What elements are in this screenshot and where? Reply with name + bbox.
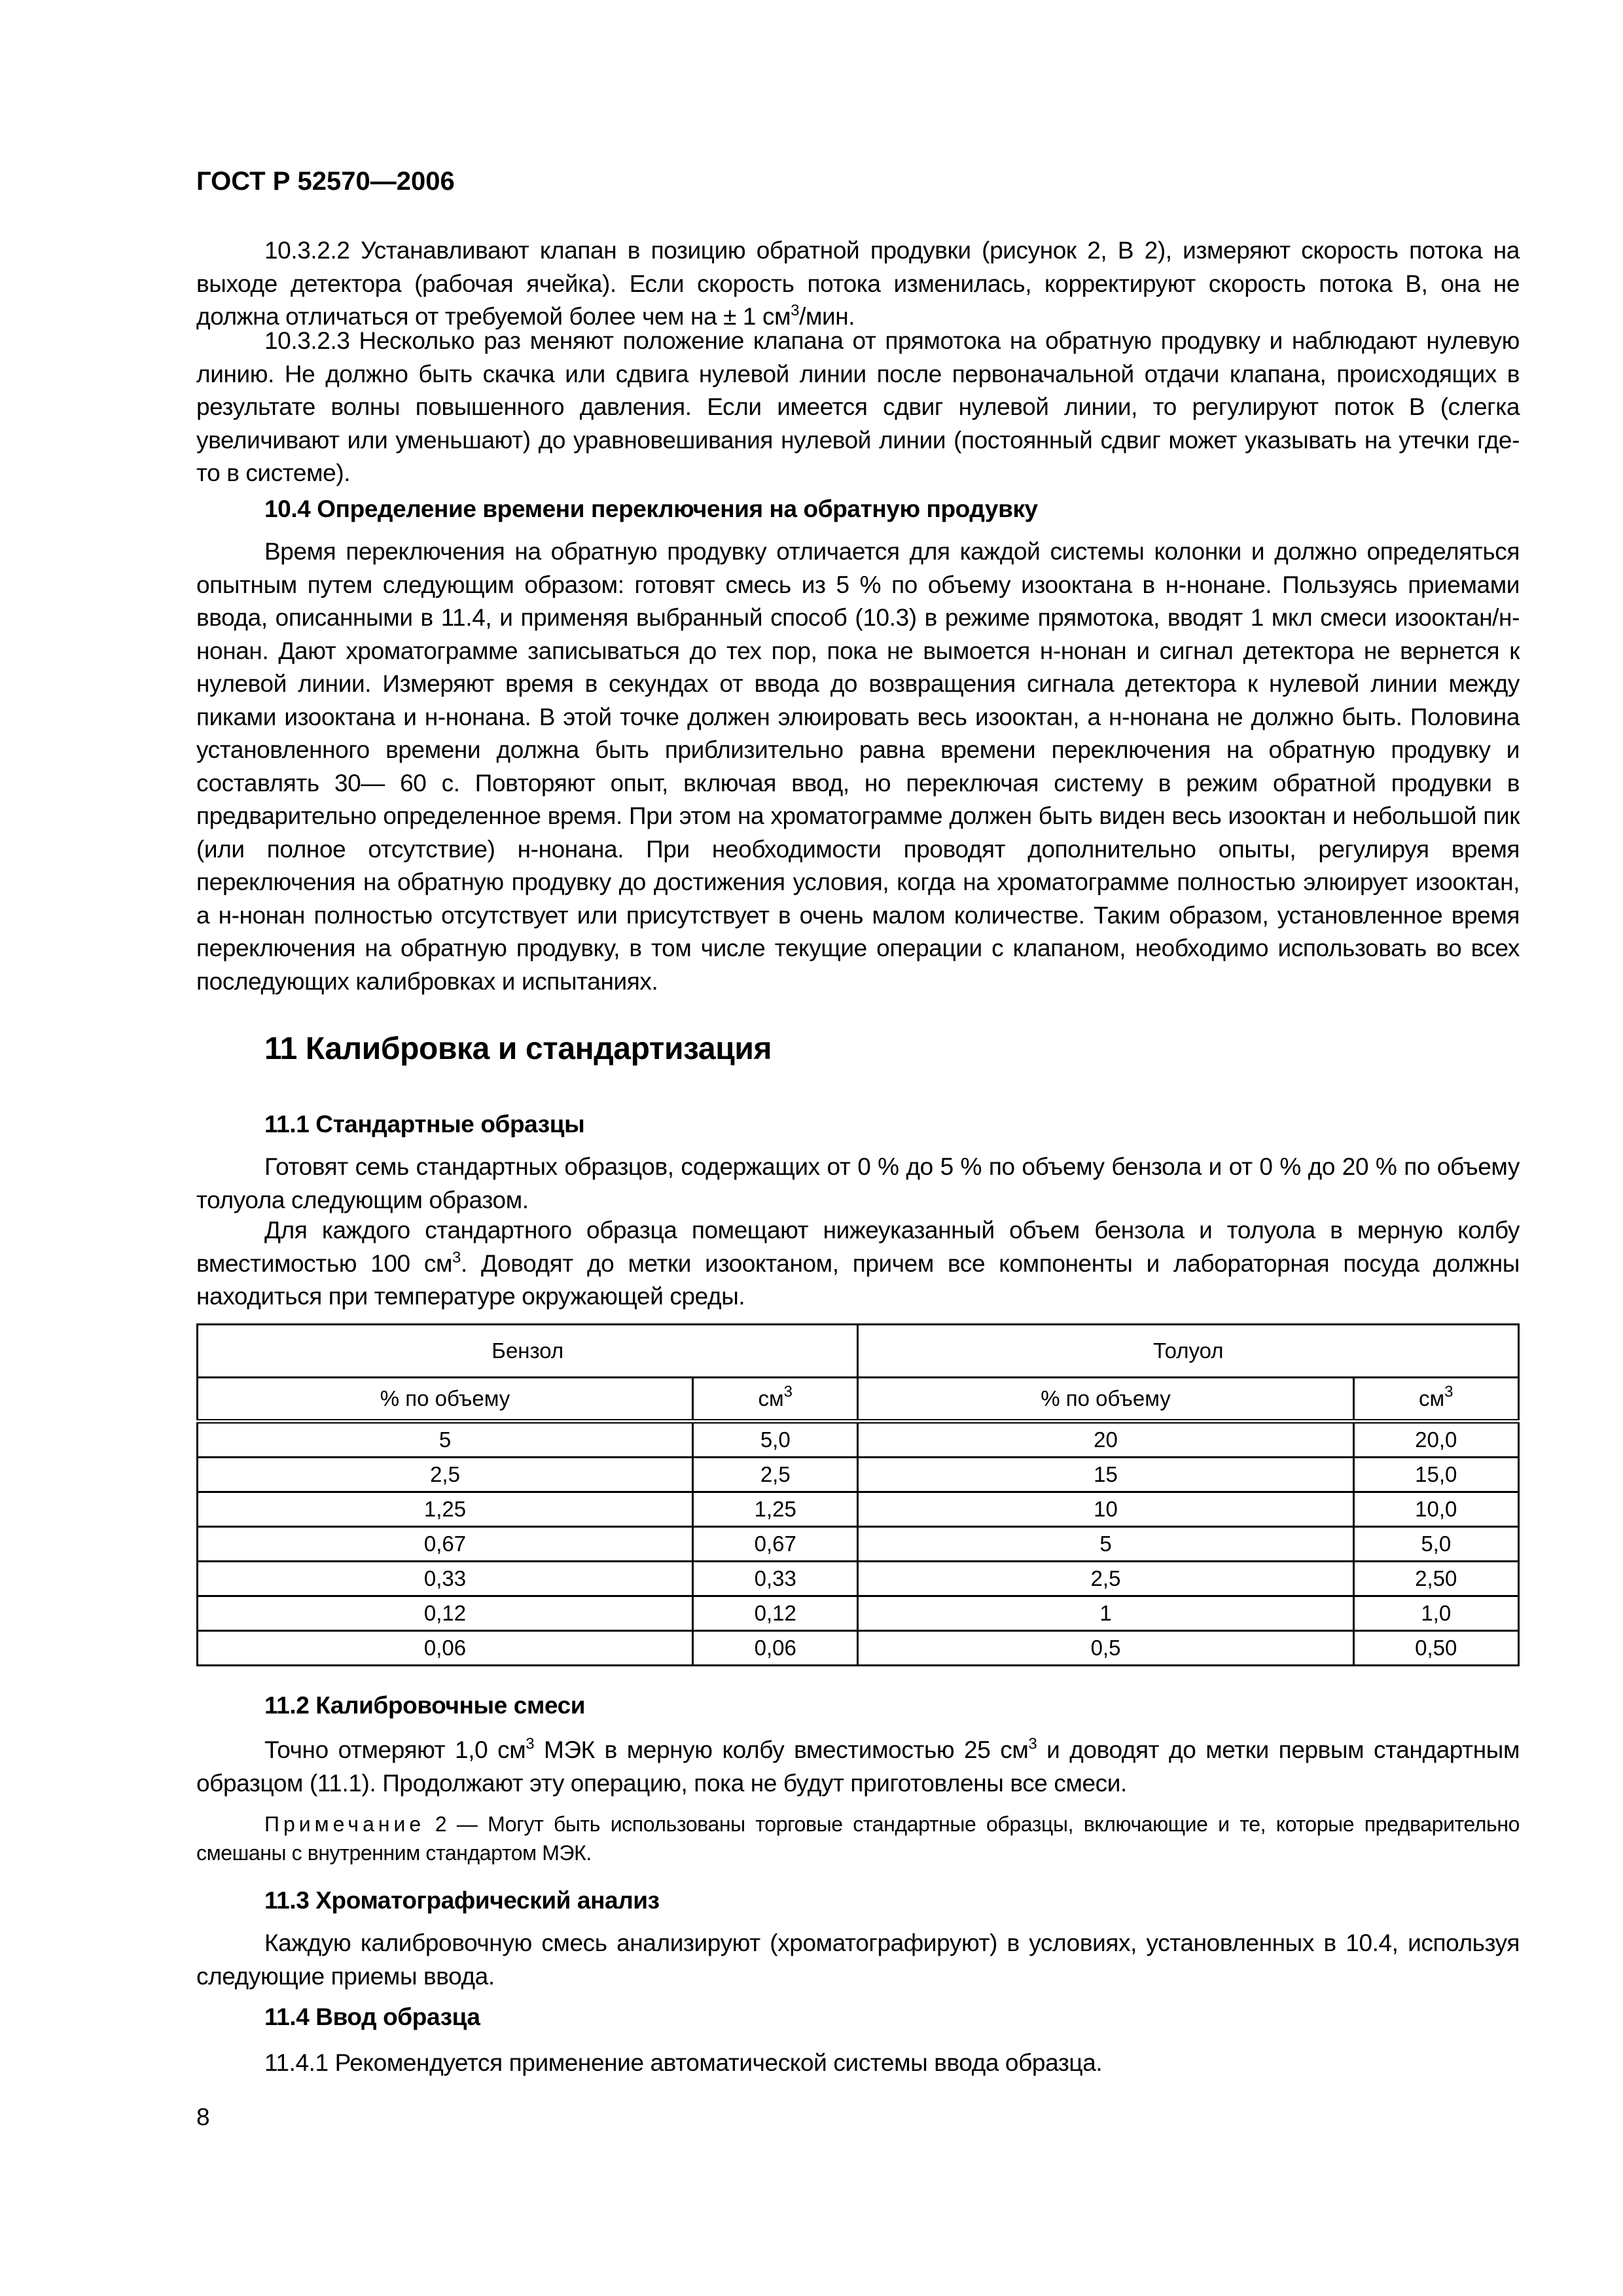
column-header-text: см (1418, 1386, 1445, 1410)
table-cell: 0,50 (1353, 1631, 1518, 1666)
paragraph-11-2 (196, 1734, 1520, 1800)
paragraph-text: 10.3.2.3 Несколько раз меняют положение клапана от прямотока на обратную продувку и наблюдают нулевую линию. Не должно быть скачка или сдвига нулевой линии после первоначальной отдачи клапана, происходящих в результате волны повышенного давления. Если имеется сдвиг нулевой линии, то регулируют поток В (слегка увеличивают или уменьшают) до уравновешивания нулевой линии (постоянный сдвиг может указывать на утечки где-то в системе). (196, 327, 1520, 486)
paragraph-10-3-2-3 (196, 325, 1520, 490)
table-cell: 0,5 (858, 1631, 1353, 1666)
page-number: 8 (196, 2104, 210, 2130)
column-header: % по объему (858, 1378, 1353, 1422)
heading-11-1: 11.1 Стандартные образцы (264, 1111, 585, 1138)
table-cell: 0,06 (693, 1631, 858, 1666)
text: . Доводят до метки изооктаном, причем все компоненты и лабораторная посуда должны находиться при температуре окружающей среды. (196, 1249, 1520, 1310)
column-header (1353, 1378, 1518, 1422)
table-cell: 2,5 (858, 1562, 1353, 1596)
text: 10.3.2.2 Устанавливают клапан в позицию обратной продувки (рисунок 2, В 2), измеряют скорость потока на выходе детектора (рабочая ячейка). Если скорость потока изменилась, корректируют скорость потока В, она не должна отличаться от требуемой более чем на ± 1 см (196, 237, 1520, 330)
table-cell: 1,25 (693, 1492, 858, 1527)
table-cell: 0,67 (198, 1527, 693, 1562)
table-cell: 1 (858, 1596, 1353, 1631)
table-row (198, 1562, 1519, 1596)
table-cell: 2,5 (198, 1458, 693, 1492)
text: /мин. (799, 303, 855, 330)
table-cell: 5,0 (1353, 1527, 1518, 1562)
paragraph-10-3-2-2 (196, 234, 1520, 334)
heading-10-4: 10.4 Определение времени переключения на обратную продувку (264, 495, 1038, 522)
paragraph-11-4-1 (196, 2047, 1520, 2080)
table-cell: 0,33 (693, 1562, 858, 1596)
table-row (198, 1631, 1519, 1666)
paragraph-10-4 (196, 535, 1520, 998)
table-row (198, 1492, 1519, 1527)
standards-table (196, 1323, 1520, 1666)
table-cell: 5 (198, 1422, 693, 1458)
note-2 (196, 1810, 1520, 1867)
table-cell: 1,0 (1353, 1596, 1518, 1631)
table-row (198, 1596, 1519, 1631)
text: МЭК в мерную колбу вместимостью 25 см (534, 1736, 1029, 1763)
table-cell: 1,25 (198, 1492, 693, 1527)
heading-section-11: 11 Калибровка и стандартизация (264, 1031, 772, 1066)
document-header: ГОСТ Р 52570—2006 (196, 167, 455, 196)
table-cell: 2,5 (693, 1458, 858, 1492)
table-cell: 2,50 (1353, 1562, 1518, 1596)
table-cell: 5,0 (693, 1422, 858, 1458)
group-header-toluene: Толуол (858, 1325, 1519, 1378)
table-cell: 15 (858, 1458, 1353, 1492)
table-cell: 20 (858, 1422, 1353, 1458)
superscript: 3 (791, 302, 800, 319)
text: Для каждого стандартного образца помещают нижеуказанный объем бензола и толуола в мерную колбу вместимостью 100 см (196, 1217, 1520, 1277)
paragraph-text: 11.4.1 Рекомендуется применение автоматической системы ввода образца. (264, 2049, 1103, 2076)
table-cell: 0,33 (198, 1562, 693, 1596)
column-header-text: см (758, 1386, 784, 1410)
table-row (198, 1422, 1519, 1458)
superscript: 3 (1444, 1383, 1454, 1401)
heading-11-2: 11.2 Калибровочные смеси (264, 1692, 586, 1719)
note-label: Примечание (264, 1812, 425, 1836)
table-cell: 0,06 (198, 1631, 693, 1666)
table-row (198, 1458, 1519, 1492)
superscript: 3 (783, 1383, 793, 1401)
heading-11-3: 11.3 Хроматографический анализ (264, 1887, 660, 1914)
table-cell: 0,12 (198, 1596, 693, 1631)
table-cell: 15,0 (1353, 1458, 1518, 1492)
table-cell: 0,12 (693, 1596, 858, 1631)
paragraph-11-1-a (196, 1151, 1520, 1217)
superscript: 3 (452, 1248, 461, 1266)
text: и доводят до метки первым стандартным образцом (11.1). Продолжают эту операцию, пока не будут приготовлены все смеси. (196, 1736, 1520, 1797)
paragraph-text: Готовят семь стандартных образцов, содержащих от 0 % до 5 % по объему бензола и от 0 % до 20 % по объему толуола следующим образом. (196, 1153, 1520, 1213)
table-cell: 20,0 (1353, 1422, 1518, 1458)
paragraph-text: Время переключения на обратную продувку отличается для каждой системы колонки и должно определяться опытным путем следующим образом: готовят смесь из 5 % по объему изооктана в н-нонане. Пользуясь приемами ввода, описанными в 11.4, и применяя выбранный способ (10.3) в режиме прямотока, вводят 1 мкл смеси изооктан/н-нонан. Дают хроматограмме записываться до тех пор, пока не вымоется н-нонан и сигнал детектора не вернется к нулевой линии. Измеряют время в секундах от ввода до возвращения сигнала детектора к нулевой линии между пиками изооктана и н-нонана. В этой точке должен элюировать весь изооктан, а н-нонана не должно быть. Половина установленного времени должна быть приблизительно равна времени переключения на обратную продувку и составлять 30— 60 с. Повторяют опыт, включая ввод, но переключая систему в режим обратной продувки в предварительно определенное время. При этом на хроматограмме должен быть виден весь изооктан и небольшой пик (или полное отсутствие) н-нонана. При необходимости проводят дополнительно опыты, регулируя время переключения на обратную продувку до достижения условия, когда на хроматограмме полностью элюирует изооктан, а н-нонан полностью отсутствует или присутствует в очень малом количестве. Таким образом, установленное время переключения на обратную продувку, в том числе текущие операции с клапаном, необходимо использовать во всех последующих калибровках и испытаниях. (196, 538, 1520, 995)
table-cell: 10,0 (1353, 1492, 1518, 1527)
column-header: % по объему (198, 1378, 693, 1422)
paragraph-text: Каждую калибровочную смесь анализируют (хроматографируют) в условиях, установленных в 10.4, используя следующие приемы ввода. (196, 1929, 1520, 1990)
superscript: 3 (1028, 1735, 1037, 1753)
table-group-header-row (198, 1325, 1519, 1378)
paragraph-11-3 (196, 1927, 1520, 1993)
column-header (693, 1378, 858, 1422)
table-cell: 10 (858, 1492, 1353, 1527)
superscript: 3 (526, 1735, 535, 1753)
paragraph-11-1-b (196, 1214, 1520, 1314)
heading-11-4: 11.4 Ввод образца (264, 2003, 480, 2030)
table-cell: 0,67 (693, 1527, 858, 1562)
group-header-benzene: Бензол (198, 1325, 858, 1378)
table-cell: 5 (858, 1527, 1353, 1562)
text: Точно отмеряют 1,0 см (264, 1736, 526, 1763)
table-row (198, 1527, 1519, 1562)
table-column-header-row (198, 1378, 1519, 1422)
table-body (198, 1422, 1519, 1666)
note-text: 2 — Могут быть использованы торговые стандартные образцы, включающие и те, которые предварительно смешаны с внутренним стандартом МЭК. (196, 1812, 1520, 1865)
